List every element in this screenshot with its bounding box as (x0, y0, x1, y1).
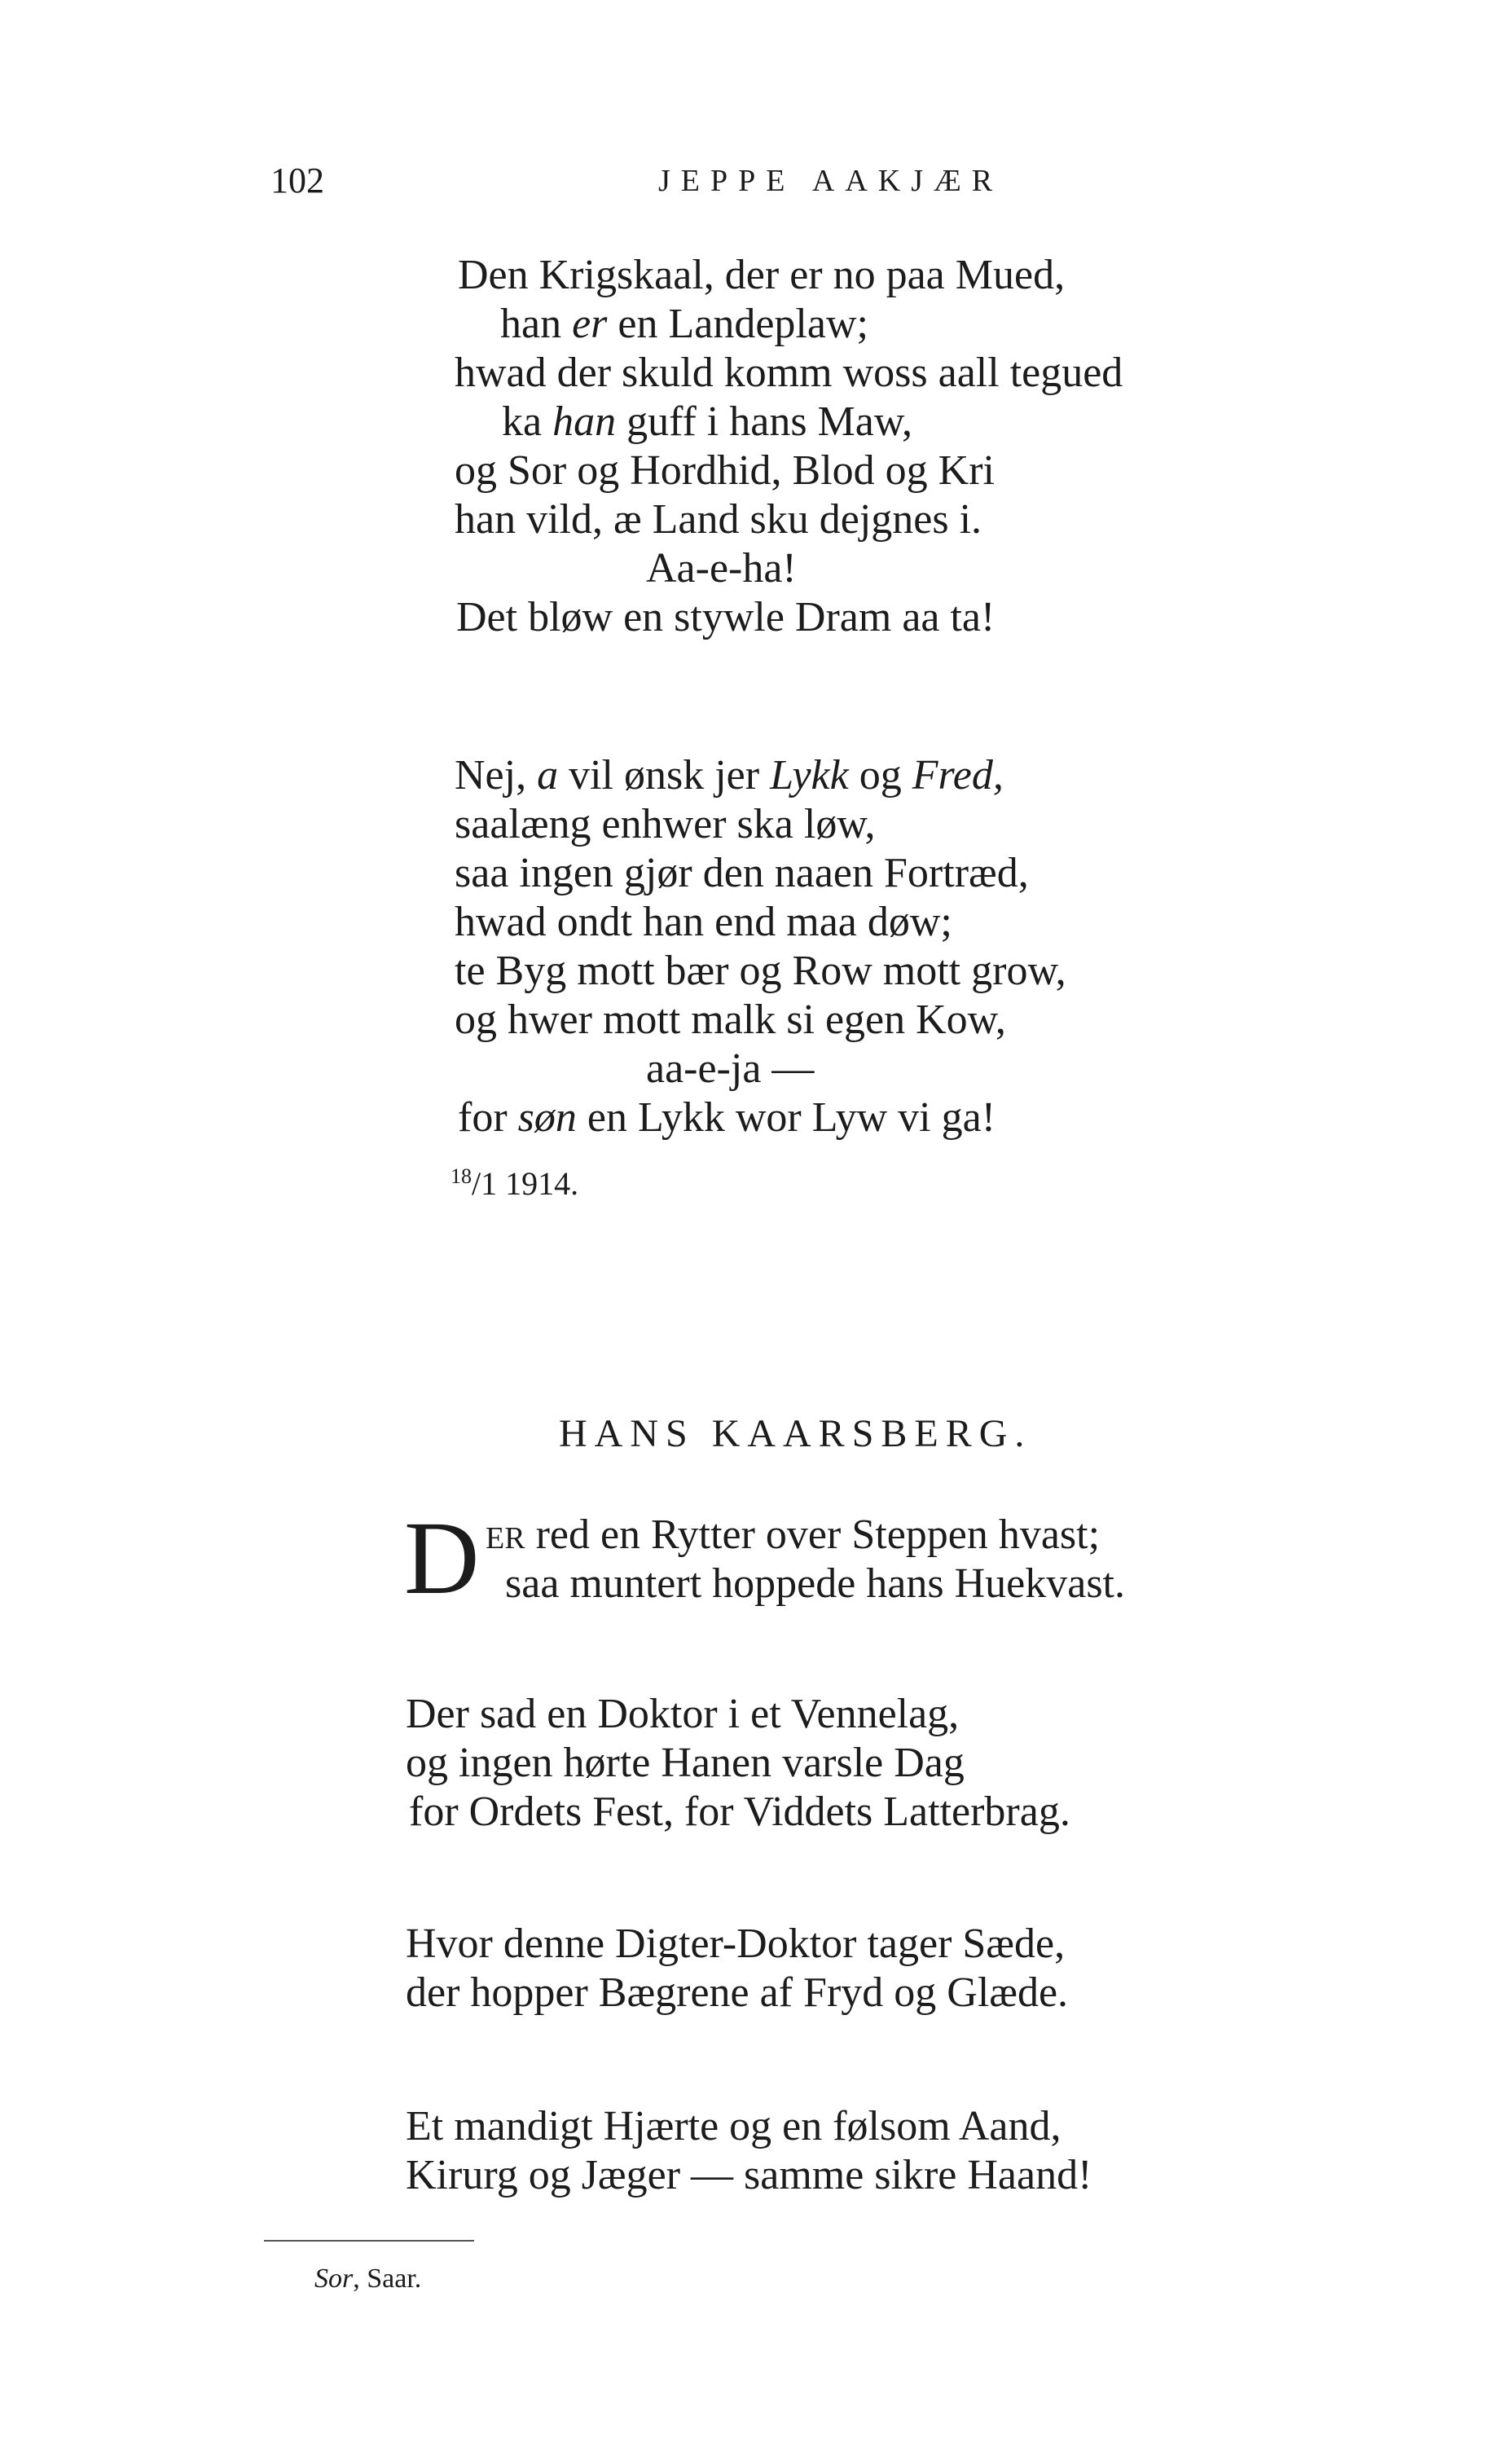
verse-line: og hwer mott malk si egen Kow, (455, 997, 1006, 1043)
footnote-definition: , Saar. (353, 2264, 422, 2294)
verse-line: Hvor denne Digter-Doktor tager Sæde, (406, 1921, 1066, 1967)
date-rest: /1 1914. (472, 1165, 579, 1202)
verse-line: Nej, a vil ønsk jer Lykk og Fred, (455, 752, 1004, 799)
verse-line: Et mandigt Hjærte og en følsom Aand, (406, 2103, 1061, 2149)
verse-line: han er en Landeplaw; (500, 301, 868, 347)
verse-line (486, 1511, 1100, 1563)
verse-line: Kirurg og Jæger — samme sikre Haand! (406, 2152, 1092, 2198)
verse-line: Aa-e-ha! (646, 545, 797, 592)
verse-line: Det bløw en stywle Dram aa ta! (456, 594, 996, 640)
verse-line: aa-e-ja — (646, 1045, 815, 1092)
verse-line: og ingen hørte Hanen varsle Dag (406, 1740, 965, 1786)
verse-line: der hopper Bægrene af Fryd og Glæde. (406, 1969, 1069, 2016)
footnote-term: Sor (314, 2264, 354, 2294)
verse-line: te Byg mott bær og Row mott grow, (455, 948, 1066, 994)
verse-line: saa ingen gjør den naaen Fortræd, (455, 850, 1029, 896)
verse-line: ka han guff i hans Maw, (502, 398, 913, 445)
poem-title: HANS KAARSBERG. (559, 1412, 1032, 1455)
drop-cap: D (404, 1500, 480, 1616)
verse-line: for søn en Lykk wor Lyw vi ga! (458, 1094, 996, 1141)
verse-line: Den Krigskaal, der er no paa Mued, (458, 252, 1066, 298)
date-day: 18 (451, 1164, 472, 1188)
footnote-rule (264, 2240, 474, 2242)
footnote (314, 2260, 421, 2298)
page-number: 102 (270, 161, 324, 200)
verse-line: Der sad en Doktor i et Vennelag, (406, 1691, 960, 1737)
verse-line: hwad der skuld komm woss aall tegued (455, 350, 1123, 396)
verse-line: saa muntert hoppede hans Huekvast. (505, 1560, 1126, 1607)
verse-line-text: red en Rytter over Steppen hvast; (535, 1511, 1101, 1558)
verse-line: saalæng enhwer ska løw, (455, 801, 876, 847)
verse-line: for Ordets Fest, for Viddets Latterbrag. (409, 1789, 1070, 1835)
verse-line: og Sor og Hordhid, Blod og Kri (455, 447, 995, 494)
drop-cap-continuation: ER (486, 1521, 525, 1555)
verse-line: hwad ondt han end maa døw; (455, 899, 952, 945)
verse-line: han vild, æ Land sku dejgnes i. (455, 496, 982, 543)
date-line (451, 1155, 578, 1205)
running-head: JEPPE AAKJÆR (658, 164, 1004, 198)
